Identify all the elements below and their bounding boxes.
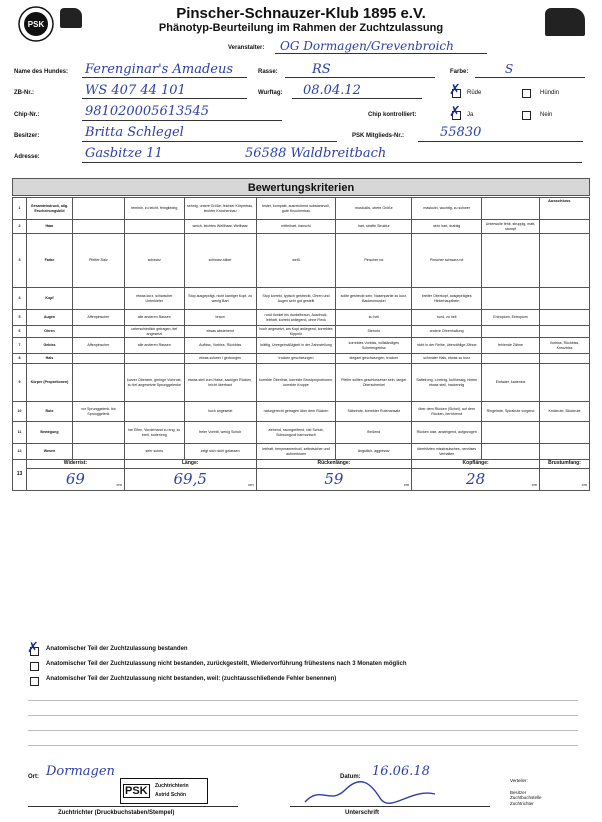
verteiler-list	[510, 790, 542, 806]
criteria-row-number: 12	[13, 444, 27, 460]
criteria-cell[interactable]	[539, 234, 589, 288]
criteria-cell[interactable]: über dem Rücken (Sichel), auf dem Rücken, berührend	[412, 402, 482, 422]
criteria-row	[13, 354, 590, 364]
criteria-cell[interactable]: etwas schwer / gedrungen	[184, 354, 256, 364]
svg-text:PSK: PSK	[27, 20, 45, 29]
criteria-cell[interactable]	[539, 288, 589, 310]
criteria-cell[interactable]	[72, 354, 124, 364]
criteria-cell[interactable]: schwarz	[124, 234, 184, 288]
criteria-row-name: Bewegung	[26, 422, 72, 444]
verteiler-item: Besitzer	[510, 790, 527, 795]
rasse-value[interactable]: RS	[312, 62, 331, 77]
criteria-row-name: Gesamteindruck, allg. Erscheinungsbild	[26, 198, 72, 220]
criteria-cell[interactable]: kurzer Oberarm, geringe Vorbrust, zu tief angesetzte Sprunggelenke	[124, 364, 184, 402]
criteria-cell[interactable]: fließend	[336, 422, 412, 444]
criteria-row-name: Augen	[26, 310, 72, 326]
richter-line	[28, 806, 238, 807]
criteria-row-number: 6	[13, 326, 27, 338]
criteria-cell[interactable]: Entropium, Ektropium	[482, 310, 540, 326]
mitglied-label: PSK Mitglieds-Nr.:	[352, 133, 405, 139]
criteria-table	[12, 197, 590, 491]
stamp-line1: Zuchtrichterin	[155, 783, 189, 789]
datum-label: Datum:	[340, 774, 361, 780]
criteria-row	[13, 288, 590, 310]
criteria-cell[interactable]	[539, 198, 589, 220]
chip-nein-label: Nein	[540, 112, 553, 118]
wurftag-value[interactable]: 08.04.12	[303, 83, 361, 98]
criteria-cell[interactable]: Knickrute, Blockrute	[539, 402, 589, 422]
measurement-value: 69	[65, 469, 85, 488]
besitzer-label: Besitzer:	[14, 133, 40, 139]
farbe-value[interactable]: S	[505, 62, 514, 76]
measurement-header: Kopflänge:	[412, 460, 540, 469]
criteria-cell[interactable]: maskulin, wuchtig, zu schwer	[412, 198, 482, 220]
criteria-cell[interactable]: Stop ausgeprägt, nicht kantiger Kopf, zu wenig Bart	[184, 288, 256, 310]
judge-stamp	[120, 778, 208, 804]
criteria-cell[interactable]: alle anderen Rassen	[124, 338, 184, 354]
huendin-checkbox[interactable]	[522, 89, 531, 98]
criteria-row-name: Haar	[26, 220, 72, 234]
statement-text: Anatomischer Teil der Zuchtzulassung bestanden	[46, 646, 188, 652]
criteria-cell[interactable]	[539, 326, 589, 338]
criteria-cell[interactable]: andere Ohrenhaltung	[412, 326, 482, 338]
criteria-cell[interactable]	[539, 310, 589, 326]
criteria-cell[interactable]: muskulös, obere Größe	[336, 198, 412, 220]
criteria-row-name: Rute	[26, 402, 72, 422]
criteria-cell[interactable]: Affenpinscher	[72, 310, 124, 326]
criteria-cell[interactable]	[482, 326, 540, 338]
criteria-cell[interactable]: hart, straffe Struktur	[336, 220, 412, 234]
criteria-row	[13, 444, 590, 460]
criteria-cell[interactable]: Pinscher schwarz-rot	[412, 234, 482, 288]
measurement-value: 59	[324, 469, 344, 488]
mitglied-line	[418, 141, 583, 142]
criteria-cell[interactable]	[539, 220, 589, 234]
verteiler-item: Zuchtbuchstelle	[510, 795, 542, 801]
measurement-unit: cm	[531, 482, 537, 488]
criteria-cell[interactable]: Ringelrute, Spiralrute vorgend	[482, 402, 540, 422]
wurftag-line	[292, 98, 422, 99]
verteiler-label: Verteiler:	[510, 778, 528, 783]
criteria-cell[interactable]: etwas abstehend	[184, 326, 256, 338]
criteria-row	[13, 234, 590, 288]
unterschrift-label: Unterschrift	[345, 810, 380, 816]
criteria-row-name: Kopf	[26, 288, 72, 310]
criteria-cell[interactable]	[124, 220, 184, 234]
criteria-cell[interactable]: schwarz-silber	[184, 234, 256, 288]
criteria-cell[interactable]: elegant geschwungen, trocken	[336, 354, 412, 364]
criteria-cell[interactable]: schmaler Hals, etwas zu kurz	[412, 354, 482, 364]
ort-value[interactable]: Dormagen	[46, 764, 115, 779]
criteria-cell[interactable]: nicht in der Reihe, überzählige Zähne	[412, 338, 482, 354]
criteria-cell[interactable]: ziehend, raumgreifend, viel Schub, Schwungvoll harmonisch	[256, 422, 336, 444]
criteria-cell[interactable]: rund dunkel bis dunkelbraun, Ausdruck, lebhaft, korrekt anliegend, ohne Fleck	[256, 310, 336, 326]
rasse-line	[285, 77, 435, 78]
criteria-cell[interactable]	[482, 198, 540, 220]
criteria-cell[interactable]: Pfeffer-Salz	[72, 234, 124, 288]
measurement-header: Brustumfang:	[539, 460, 589, 469]
criteria-row-name: Hals	[26, 354, 72, 364]
measurement-value: 69,5	[173, 469, 207, 488]
adresse-label: Adresse:	[14, 154, 40, 160]
criteria-cell[interactable]: bei Ellen, Vorderhand zu eng, zu breit, bodeneng	[124, 422, 184, 444]
criteria-row	[13, 220, 590, 234]
criteria-cell[interactable]	[482, 444, 540, 460]
measurement-cell[interactable]	[256, 468, 412, 490]
criteria-cell[interactable]	[482, 354, 540, 364]
criteria-row-number: 7	[13, 338, 27, 354]
criteria-title: Bewertungskriterien	[12, 178, 590, 196]
chip-kontrolliert-label: Chip kontrolliert:	[368, 112, 417, 118]
measurement-value-row	[13, 468, 590, 490]
measurement-unit: cm	[248, 482, 254, 488]
verteiler-item: Zuchtrichter	[510, 800, 534, 806]
criteria-cell[interactable]	[72, 326, 124, 338]
criteria-cell[interactable]: kräftig, Unregelmäßigkeit in der Zahnstellung	[256, 338, 336, 354]
measurement-header: Rückenlänge:	[256, 460, 412, 469]
criteria-row	[13, 310, 590, 326]
criteria-cell[interactable]	[72, 220, 124, 234]
huendin-label: Hündin	[540, 90, 560, 96]
criteria-cell[interactable]: sollte gestreckt sein, Nasenpartie zu kurz, Backenmuskel	[336, 288, 412, 310]
criteria-cell[interactable]: ängstlich, aggressiv	[336, 444, 412, 460]
criteria-row-number: 10	[13, 402, 27, 422]
criteria-row	[13, 364, 590, 402]
criteria-cell[interactable]	[539, 422, 589, 444]
criteria-cell[interactable]	[72, 198, 124, 220]
reason-line[interactable]	[28, 700, 578, 701]
measurement-value: 28	[466, 469, 486, 488]
ort-label: Ort:	[28, 774, 39, 780]
measurement-header: Länge:	[124, 460, 256, 469]
measurement-cell[interactable]	[26, 468, 124, 490]
criteria-cell[interactable]: lebhaft, temperamentvoll, selbstsicher und aufmerksam	[256, 444, 336, 460]
chip-ja-label: Ja	[467, 112, 474, 118]
chip-line	[82, 120, 282, 121]
criteria-cell[interactable]: alle anderen Rassen	[124, 310, 184, 326]
criteria-cell[interactable]	[539, 364, 589, 402]
criteria-row-name: Farbe	[26, 234, 72, 288]
criteria-cell[interactable]: etwas kurz, schwacher Unterkiefer	[124, 288, 184, 310]
stamp-psk: PSK	[125, 785, 148, 797]
criteria-cell[interactable]: Rücken lose, ansteigend, aufgezogen	[412, 422, 482, 444]
criteria-cell[interactable]: weiß	[256, 234, 336, 288]
criteria-cell[interactable]: braun	[184, 310, 256, 326]
criteria-cell[interactable]: Pfeiler sollten geschlossener sein, langer Oberschenkel	[336, 364, 412, 402]
criteria-cell[interactable]: korrekte Oberlinie, korrekte Brustproportionen, korrekte Kruppe	[256, 364, 336, 402]
besitzer-line	[82, 141, 337, 142]
measurement-unit: cm	[403, 482, 410, 488]
page-title: Pinscher-Schnauzer-Klub 1895 e.V.	[176, 5, 426, 22]
ruede-check-mark: ✗	[449, 82, 461, 98]
hund-line	[82, 77, 247, 78]
criteria-cell[interactable]: mittelhart, hanschi	[256, 220, 336, 234]
statement-check-mark: ✗	[27, 640, 39, 656]
criteria-cell[interactable]: Affenpinscher	[72, 338, 124, 354]
unterschrift-line	[290, 806, 490, 807]
criteria-row-number: 1	[13, 198, 27, 220]
criteria-cell[interactable]: Einfader, kadenlos	[482, 364, 540, 402]
criteria-cell[interactable]	[482, 288, 540, 310]
statement-text: Anatomischer Teil der Zuchtzulassung nicht bestanden, weil: (zuchtausschließende Fehler benennen)	[46, 676, 337, 682]
criteria-row	[13, 198, 590, 220]
measurement-cell[interactable]	[539, 468, 589, 490]
criteria-cell[interactable]	[72, 444, 124, 460]
criteria-row-number: 13	[13, 460, 27, 491]
hund-value[interactable]: Ferenginar's Amadeus	[85, 62, 234, 77]
criteria-row-number: 2	[13, 220, 27, 234]
criteria-row-name: Wesen	[26, 444, 72, 460]
criteria-cell[interactable]: zu hell	[336, 310, 412, 326]
measurement-unit: cm	[581, 482, 587, 488]
reason-line[interactable]	[28, 715, 578, 716]
criteria-row-number: 8	[13, 354, 27, 364]
criteria-cell[interactable]: zeigt sich nicht gelassen	[184, 444, 256, 460]
adresse-city[interactable]: 56588 Waldbreitbach	[245, 146, 387, 161]
zb-value[interactable]: WS 407 44 101	[85, 83, 186, 98]
criteria-cell[interactable]: Sattelrong, x-beinig, kuhhessig, hinten etwas steil, hackennig	[412, 364, 482, 402]
criteria-cell[interactable]	[539, 444, 589, 460]
stamp-line2: Astrid Schön	[155, 792, 187, 798]
measurement-header-row	[13, 460, 590, 469]
criteria-row-name: Körper (Proportionen)	[26, 364, 72, 402]
ruede-label: Rüde	[467, 90, 482, 96]
veranstalter-value[interactable]: OG Dormagen/Grevenbroich	[280, 39, 454, 53]
page-subtitle: Phänotyp-Beurteilung im Rahmen der Zuchtzulassung	[158, 22, 444, 34]
criteria-cell[interactable]	[72, 422, 124, 444]
farbe-label: Farbe:	[450, 69, 469, 75]
criteria-row-number: 11	[13, 422, 27, 444]
datum-value[interactable]: 16.06.18	[372, 764, 430, 779]
measurement-cell[interactable]	[124, 468, 256, 490]
criteria-row	[13, 402, 590, 422]
criteria-cell[interactable]: naturgerecht getragen über dem Rücken	[256, 402, 336, 422]
chip-ja-check-mark: ✗	[449, 104, 461, 120]
zb-line	[82, 98, 247, 99]
criteria-cell[interactable]: trocken geschwungen	[256, 354, 336, 364]
chip-nein-checkbox[interactable]	[522, 111, 531, 120]
chip-label: Chip-Nr.:	[14, 112, 40, 118]
adresse-line	[82, 162, 582, 163]
criteria-cell[interactable]: Aufbiss, Vorbiss, Rückbiss	[184, 338, 256, 354]
criteria-row-name: Ohren	[26, 326, 72, 338]
criteria-cell[interactable]: breiter Oberkopf, ausgeprägtes Hinterhauptbein	[412, 288, 482, 310]
criteria-cell[interactable]	[124, 354, 184, 364]
criteria-cell[interactable]: freier Vortritt, wenig Schub	[184, 422, 256, 444]
criteria-cell[interactable]: hoch angesetzt, am Kopf anliegend, korrektes Kippohr	[256, 326, 336, 338]
criteria-cell[interactable]: feminin, zu leicht, feingliedrig	[124, 198, 184, 220]
criteria-cell[interactable]: Unterwolle fehlt, struppig, matt, stumpf	[482, 220, 540, 234]
criteria-row-number: 9	[13, 364, 27, 402]
measurement-cell[interactable]	[412, 468, 540, 490]
criteria-cell[interactable]: fester, kompakt, ausreichend substanzvoll, gute Knochenbau	[256, 198, 336, 220]
wurftag-label: Wurftag:	[258, 90, 283, 96]
criteria-cell[interactable]: Säbelrute, korrekter Rutenansatz	[336, 402, 412, 422]
statement-checkbox[interactable]	[30, 677, 39, 686]
criteria-cell[interactable]	[482, 422, 540, 444]
criteria-cell[interactable]	[72, 288, 124, 310]
veranstalter-label: Veranstalter:	[228, 45, 265, 51]
signature	[300, 780, 440, 806]
criteria-cell[interactable]: sehr scheu	[124, 444, 184, 460]
measurement-header: Widerrist:	[26, 460, 124, 469]
adresse-street[interactable]: Gasbitze 11	[85, 146, 163, 161]
criteria-row-name: Gebiss	[26, 338, 72, 354]
besitzer-value[interactable]: Britta Schlegel	[85, 125, 184, 140]
measurement-unit: cm	[116, 482, 122, 488]
criteria-cell[interactable]: Pinscher rot	[336, 234, 412, 288]
criteria-cell[interactable]: weich, leichtes Welllhaar, Wellhaar	[184, 220, 256, 234]
criteria-cell[interactable]	[72, 364, 124, 402]
criteria-cell[interactable]: hoch angesetzt	[184, 402, 256, 422]
rasse-label: Rasse:	[258, 69, 278, 75]
richter-label: Zuchtrichter (Druckbuchstaben/Stempel)	[58, 810, 175, 816]
criteria-cell[interactable]: unterschiedlich getragen, tief angesetzt	[124, 326, 184, 338]
criteria-row-number: 3	[13, 234, 27, 288]
criteria-cell[interactable]: sehnig, untere Größe, leichter Körperbau, leichter Knochenbau	[184, 198, 256, 220]
criteria-cell[interactable]	[482, 234, 540, 288]
zb-label: ZB-Nr.:	[14, 90, 34, 96]
criteria-row	[13, 338, 590, 354]
reason-line[interactable]	[28, 745, 578, 746]
farbe-line	[475, 77, 585, 78]
criteria-cell[interactable]: vor Sprunggelenk, bis Sprunggelenk	[72, 402, 124, 422]
statement-text: Anatomischer Teil der Zuchtzulassung nicht bestanden, zurückgestellt, Wiedervorführung frühestens nach 3 Monaten möglich	[46, 661, 407, 667]
hund-label: Name des Hundes:	[14, 69, 69, 75]
criteria-cell[interactable]: überhitzten misstrauisches, nervöses Verhalten	[412, 444, 482, 460]
criteria-cell[interactable]	[124, 402, 184, 422]
chip-value[interactable]: 981020005613545	[85, 104, 210, 119]
criteria-row	[13, 422, 590, 444]
criteria-cell[interactable]	[539, 354, 589, 364]
criteria-cell[interactable]: Vorbiss, Rückbiss, Kreuzbiss	[539, 338, 589, 354]
criteria-cell[interactable]: etwas steil zum Halse, sackiger Rücken, leicht überbaut	[184, 364, 256, 402]
mitglied-value[interactable]: 55830	[440, 125, 482, 140]
ausschluss-label: Ausschluss	[548, 198, 571, 203]
criteria-cell[interactable]: korrektes Vorbiss, vollständiges Scherengebiss	[336, 338, 412, 354]
criteria-cell[interactable]: sehr hart, drahtig	[412, 220, 482, 234]
criteria-cell[interactable]: fehlende Zähne	[482, 338, 540, 354]
reason-line[interactable]	[28, 730, 578, 731]
criteria-row-number: 4	[13, 288, 27, 310]
veranstalter-line	[275, 53, 487, 54]
criteria-cell[interactable]: Stop korrekt, typisch gestreckt, Ohren und Augen sehr gut gestellt	[256, 288, 336, 310]
criteria-row-number: 5	[13, 310, 27, 326]
criteria-cell[interactable]: rund, zu hell	[412, 310, 482, 326]
statement-checkbox[interactable]	[30, 662, 39, 671]
criteria-row	[13, 326, 590, 338]
criteria-cell[interactable]: Stehohr	[336, 326, 412, 338]
